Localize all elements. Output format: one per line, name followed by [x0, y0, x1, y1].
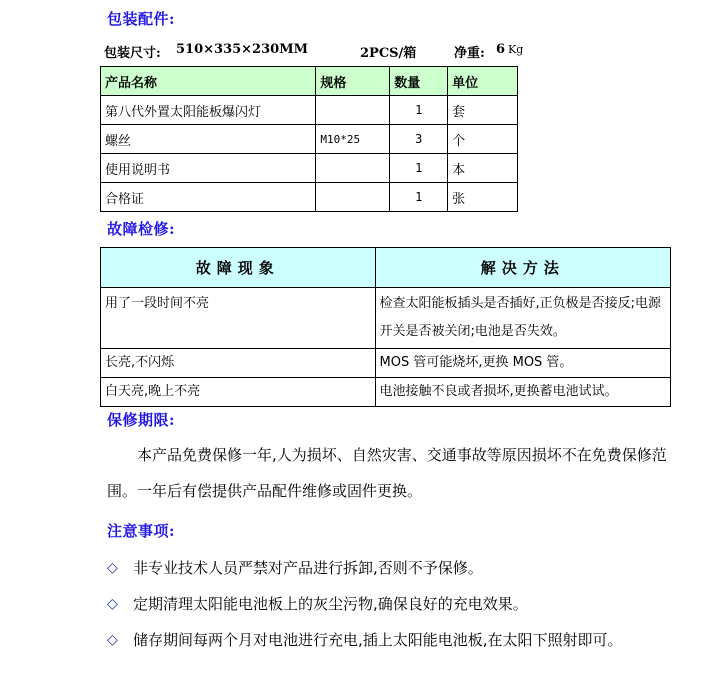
package-size-label: 包装尺寸: [104, 46, 161, 61]
product-unit: 张 [448, 183, 518, 212]
table-row [101, 288, 671, 349]
product-unit: 本 [448, 154, 518, 183]
product-spec [316, 183, 390, 212]
troubleshooting-heading: 故障检修: [107, 220, 176, 238]
diamond-bullet-icon: ◇ [107, 632, 118, 648]
diamond-bullet-icon: ◇ [107, 560, 118, 576]
product-spec [316, 154, 390, 183]
product-qty: 1 [390, 183, 448, 212]
header-spec: 规格 [316, 67, 390, 96]
header-product-name: 产品名称 [101, 67, 316, 96]
packaging-heading: 包装配件: [107, 10, 176, 28]
header-solution: 解决方法 [375, 248, 671, 288]
product-name: 合格证 [101, 183, 316, 212]
table-row [101, 125, 518, 154]
product-qty: 1 [390, 154, 448, 183]
package-size-value: 510×335×230MM [176, 42, 308, 57]
note-text: 储存期间每两个月对电池进行充电,插上太阳能电池板,在太阳下照射即可。 [133, 631, 623, 649]
table-row [101, 349, 671, 378]
note-text: 非专业技术人员严禁对产品进行拆卸,否则不予保修。 [133, 559, 483, 577]
table-row [101, 154, 518, 183]
net-weight-label: 净重: [454, 46, 485, 61]
product-spec [316, 96, 390, 125]
list-item [105, 622, 665, 658]
warranty-heading: 保修期限: [107, 411, 176, 429]
product-unit: 套 [448, 96, 518, 125]
parts-table [100, 66, 518, 212]
table-row [101, 378, 671, 407]
fault-symptom: 白天亮,晚上不亮 [101, 378, 376, 407]
product-name: 使用说明书 [101, 154, 316, 183]
fault-table [100, 247, 671, 407]
notes-heading: 注意事项: [107, 522, 176, 540]
table-row [101, 183, 518, 212]
product-unit: 个 [448, 125, 518, 154]
table-row [101, 96, 518, 125]
product-name: 第八代外置太阳能板爆闪灯 [101, 96, 316, 125]
warranty-text: 本产品免费保修一年,人为损坏、自然灾害、交通事故等原因损坏不在免费保修范围。一年后有偿提供产品配件维修或固件更换。 [107, 446, 667, 500]
fault-symptom: 长亮,不闪烁 [101, 349, 376, 378]
note-text: 定期清理太阳能电池板上的灰尘污物,确保良好的充电效果。 [133, 595, 528, 613]
product-name: 螺丝 [101, 125, 316, 154]
product-spec: M10*25 [316, 125, 390, 154]
fault-symptom: 用了一段时间不亮 [101, 288, 376, 349]
header-qty: 数量 [390, 67, 448, 96]
parts-table-header [101, 67, 518, 96]
header-unit: 单位 [448, 67, 518, 96]
fault-table-header [101, 248, 671, 288]
list-item [105, 586, 665, 622]
fault-solution: MOS 管可能烧坏,更换 MOS 管。 [375, 349, 671, 378]
net-weight-value: 6 [496, 42, 506, 57]
qty-per-box: 2PCS/箱 [360, 46, 417, 61]
product-qty: 3 [390, 125, 448, 154]
notes-list [105, 550, 665, 658]
fault-solution: 电池接触不良或者损坏,更换蓄电池试试。 [375, 378, 671, 407]
list-item [105, 550, 665, 586]
product-qty: 1 [390, 96, 448, 125]
net-weight-unit: Kg [508, 43, 524, 56]
header-symptom: 故障现象 [101, 248, 376, 288]
diamond-bullet-icon: ◇ [107, 596, 118, 612]
fault-solution: 检查太阳能板插头是否插好,正负极是否接反;电源开关是否被关闭;电池是否失效。 [375, 288, 671, 349]
